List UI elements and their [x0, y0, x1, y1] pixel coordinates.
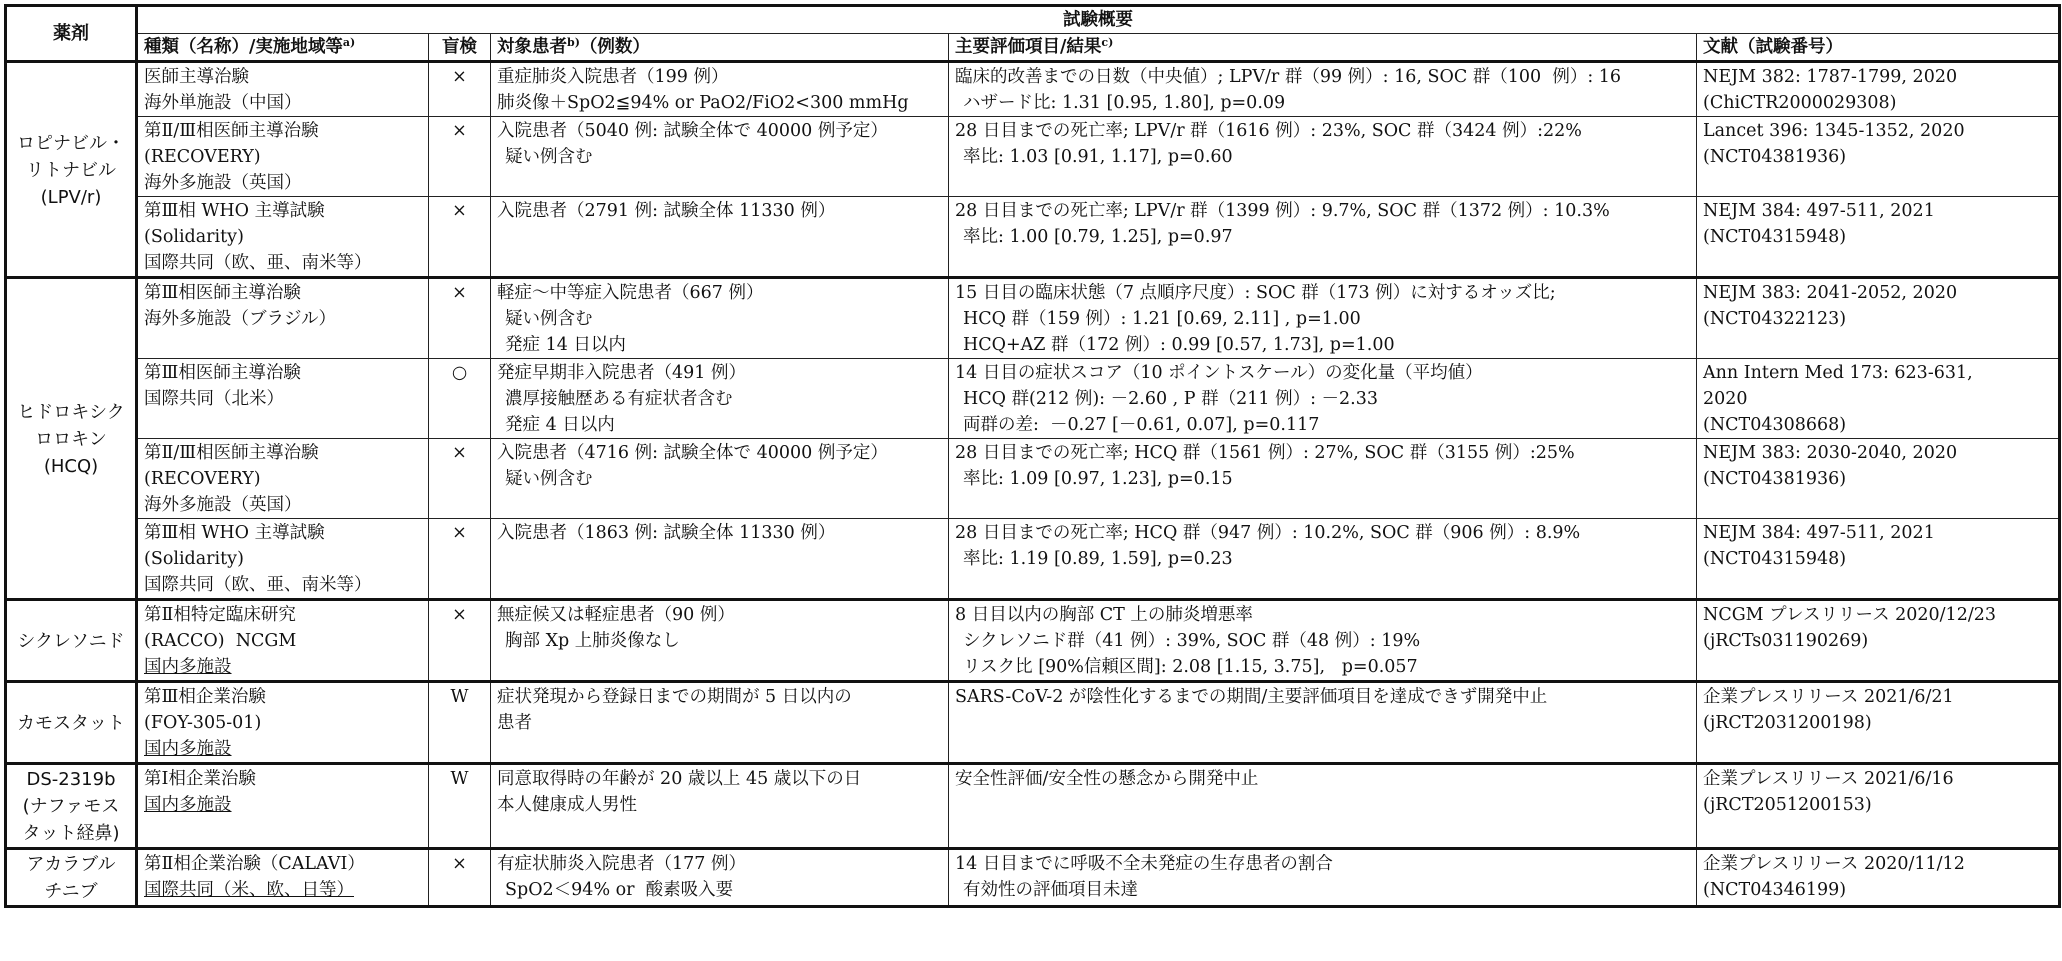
header-endpoints-label: 主要評価項目/結果 [955, 37, 1102, 57]
trial-type-line: 第Ⅱ相企業治験（CALAVI） [144, 854, 365, 874]
reference-line: Lancet 396: 1345-1352, 2020 [1703, 121, 1965, 141]
patients-line: 発症 4 日以内 [505, 415, 615, 435]
drug-name-cell [6, 849, 137, 907]
drug-name-cell [6, 682, 137, 764]
trial-type-cell [137, 519, 429, 600]
reference-cell [1697, 117, 2060, 197]
patients-cell [491, 764, 949, 849]
endpoints-cell [949, 117, 1697, 197]
trial-type-line: 第Ⅱ相特定臨床研究 [144, 605, 296, 625]
trial-type-line: 海外多施設（ブラジル） [144, 309, 337, 329]
trial-type-line: (RECOVERY) [144, 147, 261, 167]
trial-type-line: 第Ⅱ/Ⅲ相医師主導治験 [144, 443, 319, 463]
header-patients [491, 34, 949, 62]
drug-name-line: チニブ [44, 881, 98, 902]
patients-cell [491, 278, 949, 359]
patients-cell [491, 849, 949, 907]
trial-type-line: 国際共同（米、欧、日等） [144, 880, 354, 900]
blinding-cell: × [429, 849, 491, 907]
trial-type-cell [137, 359, 429, 439]
reference-line: (jRCT2031200198) [1703, 713, 1872, 733]
reference-line: 企業プレスリリース 2020/11/12 [1703, 854, 1965, 874]
drug-name-line: ロロキン [35, 428, 107, 450]
patients-line: 症状発現から登録日までの期間が 5 日以内の [497, 687, 852, 707]
endpoints-line: 率比: 1.19 [0.89, 1.59], p=0.23 [963, 549, 1233, 569]
reference-line: (NCT04381936) [1703, 469, 1847, 489]
endpoints-line: HCQ 群（159 例）: 1.21 [0.69, 2.11] , p=1.00 [963, 309, 1361, 329]
trial-type-line: 第Ⅲ相企業治験 [144, 687, 266, 707]
header-overview: 試験概要 [137, 6, 2060, 34]
reference-line: NEJM 384: 497-511, 2021 [1703, 523, 1935, 543]
reference-line: (NCT04308668) [1703, 415, 1847, 435]
patients-line: 発症 14 日以内 [505, 335, 626, 355]
patients-line: 本人健康成人男性 [497, 795, 637, 815]
trial-type-line: 海外多施設（英国） [144, 173, 302, 193]
trial-type-line: 第Ⅰ相企業治験 [144, 769, 256, 789]
header-type [137, 34, 429, 62]
endpoints-cell [949, 439, 1697, 519]
reference-cell [1697, 849, 2060, 907]
endpoints-cell [949, 682, 1697, 764]
patients-line: 肺炎像＋SpO2≦94% or PaO2/FiO2<300 mmHg [497, 93, 909, 113]
table-row [6, 62, 2060, 117]
endpoints-line: 28 日目までの死亡率; LPV/r 群（1616 例）: 23%, SOC 群（3424 例）:22% [955, 121, 1582, 141]
patients-line: 患者 [497, 713, 532, 733]
patients-line: 重症肺炎入院患者（199 例） [497, 67, 729, 87]
header-drug: 薬剤 [6, 6, 137, 62]
patients-cell [491, 600, 949, 682]
trial-type-line: (RECOVERY) [144, 469, 261, 489]
patients-line: 無症候又は軽症患者（90 例） [497, 605, 735, 625]
reference-line: (jRCTs031190269) [1703, 631, 1869, 651]
trial-type-cell [137, 278, 429, 359]
drug-name-cell [6, 764, 137, 849]
header-patients-label: 対象患者 [497, 37, 567, 57]
patients-line: 同意取得時の年齢が 20 歳以上 45 歳以下の日 [497, 769, 862, 789]
drug-name-line: (ナファモス [22, 796, 120, 817]
reference-cell [1697, 359, 2060, 439]
reference-line: (ChiCTR2000029308) [1703, 93, 1897, 113]
reference-line: (NCT04381936) [1703, 147, 1847, 167]
header-endpoints-footnote: c) [1101, 36, 1114, 49]
blinding-cell: × [429, 62, 491, 117]
reference-line: Ann Intern Med 173: 623-631, [1703, 363, 1973, 383]
reference-cell [1697, 764, 2060, 849]
drug-name-line: ヒドロキシク [17, 401, 125, 423]
patients-line: 疑い例含む [505, 469, 593, 489]
trial-type-line: 第Ⅲ相医師主導治験 [144, 363, 301, 383]
drug-name-line: タット経鼻) [22, 823, 120, 844]
endpoints-line: 率比: 1.09 [0.97, 1.23], p=0.15 [963, 469, 1233, 489]
header-patients-footnote: b) [567, 36, 580, 49]
trial-type-line: 国際共同（欧、亜、南米等） [144, 253, 372, 273]
trial-type-cell [137, 117, 429, 197]
trial-type-line: 国内多施設 [144, 795, 232, 815]
table-row [6, 117, 2060, 197]
trial-type-line: 国内多施設 [144, 657, 232, 677]
table-row [6, 359, 2060, 439]
trial-type-line: 第Ⅲ相医師主導治験 [144, 283, 301, 303]
header-type-footnote: a) [342, 36, 356, 49]
endpoints-cell [949, 519, 1697, 600]
reference-cell [1697, 600, 2060, 682]
trial-type-line: (FOY-305-01) [144, 713, 262, 733]
endpoints-cell [949, 764, 1697, 849]
blinding-cell: × [429, 278, 491, 359]
patients-line: 胸部 Xp 上肺炎像なし [505, 631, 680, 651]
blinding-cell: × [429, 600, 491, 682]
page [4, 4, 2058, 908]
trial-type-cell [137, 764, 429, 849]
trial-type-line: (Solidarity) [144, 549, 244, 569]
patients-line: 疑い例含む [505, 309, 593, 329]
header-patients-suffix: （例数） [579, 37, 650, 57]
drug-name-cell [6, 278, 137, 600]
endpoints-cell [949, 62, 1697, 117]
endpoints-line: シクレソニド群（41 例）: 39%, SOC 群（48 例）: 19% [963, 631, 1421, 651]
trial-type-cell [137, 439, 429, 519]
patients-line: 濃厚接触歴ある有症状者含む [505, 389, 733, 409]
drug-name-line: アカラブル [26, 854, 116, 875]
patients-cell [491, 682, 949, 764]
reference-cell [1697, 62, 2060, 117]
table-row [6, 197, 2060, 278]
drug-name-line: シクレソニド [17, 630, 125, 652]
blinding-cell: × [429, 197, 491, 278]
reference-cell [1697, 197, 2060, 278]
trial-type-line: 医師主導治験 [144, 67, 249, 87]
reference-line: NCGM プレスリリース 2020/12/23 [1703, 605, 1996, 625]
trial-type-cell [137, 600, 429, 682]
reference-line: 企業プレスリリース 2021/6/21 [1703, 687, 1954, 707]
trial-type-line: 第Ⅲ相 WHO 主導試験 [144, 201, 325, 221]
endpoints-line: リスク比 [90%信頼区間]: 2.08 [1.15, 3.75], p=0.057 [963, 657, 1418, 677]
drug-name-cell [6, 62, 137, 278]
endpoints-line: 15 日目の臨床状態（7 点順序尺度）: SOC 群（173 例）に対するオッズ比; [955, 283, 1556, 303]
trial-type-cell [137, 62, 429, 117]
table-row [6, 439, 2060, 519]
trial-type-line: 海外多施設（英国） [144, 495, 302, 515]
blinding-cell: W [429, 682, 491, 764]
reference-line: (NCT04322123) [1703, 309, 1847, 329]
reference-cell [1697, 439, 2060, 519]
trial-type-cell [137, 197, 429, 278]
endpoints-line: 14 日目までに呼吸不全未発症の生存患者の割合 [955, 854, 1333, 874]
endpoints-line: 有効性の評価項目未達 [963, 880, 1138, 900]
endpoints-line: ハザード比: 1.31 [0.95, 1.80], p=0.09 [963, 93, 1286, 113]
table-row [6, 764, 2060, 849]
reference-line: 企業プレスリリース 2021/6/16 [1703, 769, 1954, 789]
reference-line: NEJM 382: 1787-1799, 2020 [1703, 67, 1958, 87]
endpoints-line: 安全性評価/安全性の懸念から開発中止 [955, 769, 1259, 789]
trial-type-cell [137, 682, 429, 764]
trial-type-line: 国際共同（北米） [144, 389, 284, 409]
trial-type-cell [137, 849, 429, 907]
table-row [6, 849, 2060, 907]
drug-name-line: (LPV/r) [40, 186, 102, 208]
reference-line: NEJM 383: 2030-2040, 2020 [1703, 443, 1958, 463]
patients-cell [491, 197, 949, 278]
patients-line: 入院患者（2791 例: 試験全体 11330 例） [497, 201, 836, 221]
patients-cell [491, 439, 949, 519]
reference-cell [1697, 519, 2060, 600]
trial-type-line: 第Ⅲ相 WHO 主導試験 [144, 523, 325, 543]
drug-name-line: ロピナビル・ [17, 132, 125, 154]
blinding-cell: ○ [429, 359, 491, 439]
endpoints-line: 両群の差: －0.27 [－0.61, 0.07], p=0.117 [963, 415, 1320, 435]
patients-cell [491, 62, 949, 117]
drug-name-line: DS-2319b [26, 769, 116, 790]
header-blind: 盲検 [429, 34, 491, 62]
endpoints-line: 28 日目までの死亡率; HCQ 群（947 例）: 10.2%, SOC 群（906 例）: 8.9% [955, 523, 1581, 543]
endpoints-cell [949, 359, 1697, 439]
header-reference: 文献（試験番号） [1697, 34, 2060, 62]
reference-line: (NCT04315948) [1703, 549, 1847, 569]
header-endpoints [949, 34, 1697, 62]
endpoints-line: 8 日目以内の胸部 CT 上の肺炎増悪率 [955, 605, 1253, 625]
endpoints-line: 14 日目の症状スコア（10 ポイントスケール）の変化量（平均値） [955, 363, 1483, 383]
blinding-cell: W [429, 764, 491, 849]
table-row [6, 600, 2060, 682]
trial-type-line: 海外単施設（中国） [144, 93, 302, 113]
header-type-label: 種類（名称）/実施地域等 [144, 37, 343, 57]
patients-line: 入院患者（1863 例: 試験全体 11330 例） [497, 523, 836, 543]
reference-line: (NCT04315948) [1703, 227, 1847, 247]
patients-line: 軽症～中等症入院患者（667 例） [497, 283, 764, 303]
endpoints-cell [949, 197, 1697, 278]
trial-type-line: 国際共同（欧、亜、南米等） [144, 575, 372, 595]
patients-cell [491, 117, 949, 197]
table-row [6, 519, 2060, 600]
patients-line: 発症早期非入院患者（491 例） [497, 363, 746, 383]
trial-type-line: (Solidarity) [144, 227, 244, 247]
blinding-cell: × [429, 519, 491, 600]
blinding-cell: × [429, 117, 491, 197]
table-row [6, 682, 2060, 764]
patients-cell [491, 359, 949, 439]
endpoints-line: 率比: 1.00 [0.79, 1.25], p=0.97 [963, 227, 1233, 247]
patients-line: 有症状肺炎入院患者（177 例） [497, 854, 746, 874]
endpoints-line: 28 日目までの死亡率; LPV/r 群（1399 例）: 9.7%, SOC 群（1372 例）: 10.3% [955, 201, 1610, 221]
drug-name-line: カモスタット [17, 712, 125, 734]
reference-line: 2020 [1703, 389, 1748, 409]
endpoints-line: 率比: 1.03 [0.91, 1.17], p=0.60 [963, 147, 1233, 167]
drug-name-line: (HCQ) [43, 455, 99, 477]
patients-line: SpO2＜94% or 酸素吸入要 [505, 880, 734, 900]
patients-line: 入院患者（5040 例: 試験全体で 40000 例予定） [497, 121, 888, 141]
blinding-cell: × [429, 439, 491, 519]
table-body [6, 62, 2060, 907]
endpoints-line: SARS-CoV-2 が陰性化するまでの期間/主要評価項目を達成できず開発中止 [955, 687, 1548, 707]
reference-cell [1697, 682, 2060, 764]
reference-cell [1697, 278, 2060, 359]
endpoints-cell [949, 849, 1697, 907]
endpoints-cell [949, 278, 1697, 359]
endpoints-line: 臨床的改善までの日数（中央値）; LPV/r 群（99 例）: 16, SOC 群（100 例）: 16 [955, 67, 1622, 87]
endpoints-line: 28 日目までの死亡率; HCQ 群（1561 例）: 27%, SOC 群（3155 例）:25% [955, 443, 1575, 463]
reference-line: (NCT04346199) [1703, 880, 1847, 900]
table-row [6, 278, 2060, 359]
trial-type-line: 国内多施設 [144, 739, 232, 759]
drug-name-cell [6, 600, 137, 682]
trial-summary-table [4, 4, 2061, 908]
reference-line: NEJM 384: 497-511, 2021 [1703, 201, 1935, 221]
drug-name-line: リトナビル [26, 159, 116, 181]
reference-line: NEJM 383: 2041-2052, 2020 [1703, 283, 1958, 303]
trial-type-line: 第Ⅱ/Ⅲ相医師主導治験 [144, 121, 319, 141]
endpoints-line: HCQ 群(212 例): －2.60 , P 群（211 例）: －2.33 [963, 389, 1379, 409]
reference-line: (jRCT2051200153) [1703, 795, 1872, 815]
patients-line: 入院患者（4716 例: 試験全体で 40000 例予定） [497, 443, 888, 463]
patients-cell [491, 519, 949, 600]
endpoints-cell [949, 600, 1697, 682]
table-header [6, 6, 2060, 62]
patients-line: 疑い例含む [505, 147, 593, 167]
trial-type-line: (RACCO) NCGM [144, 631, 297, 651]
endpoints-line: HCQ+AZ 群（172 例）: 0.99 [0.57, 1.73], p=1.00 [963, 335, 1395, 355]
